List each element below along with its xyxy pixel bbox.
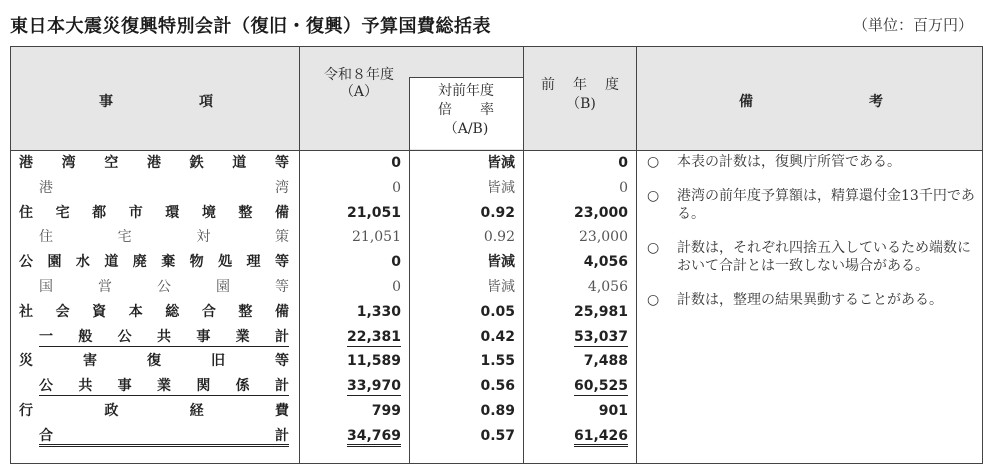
header-prev-mark: （B) [566, 96, 596, 112]
row-label: 港 湾 [39, 179, 289, 196]
remark-item [643, 291, 981, 309]
current-year-value: 0 [391, 155, 401, 171]
circle-bullet-icon: ○ [647, 240, 660, 256]
remark-item [643, 153, 981, 171]
remark-item [643, 239, 981, 275]
header-remarks-1: 備 [739, 94, 753, 110]
previous-year-value: 4,056 [587, 279, 628, 295]
table-row [11, 399, 982, 424]
previous-year-value: 61,426 [574, 428, 628, 447]
header-remarks-2: 考 [869, 94, 883, 110]
ratio-value: 0.05 [480, 303, 515, 320]
current-year-value: 21,051 [352, 229, 401, 246]
current-year-value: 1,330 [356, 303, 401, 320]
row-label: 住 宅 対 策 [39, 229, 289, 246]
header-current-year: 令和８年度 [324, 67, 394, 83]
row-label: 公 共 事 業 関 係 計 [39, 378, 289, 395]
header-prev-2: 年 [573, 77, 587, 93]
ratio-value: 0.57 [480, 427, 515, 444]
row-label: 合 計 [39, 428, 289, 447]
current-year-value: 22,381 [346, 328, 401, 345]
table-row [11, 325, 982, 350]
header-ratio-2: 倍 率 [438, 102, 494, 118]
ratio-value: 0.56 [480, 378, 515, 395]
header-item-2: 項 [199, 94, 213, 110]
circle-bullet-icon: ○ [647, 188, 660, 204]
ratio-value: 0.92 [480, 204, 515, 221]
previous-year-value: 60,525 [573, 378, 628, 395]
previous-year-value: 0 [619, 179, 628, 196]
ratio-value: 皆減 [487, 254, 515, 271]
current-year-value: 11,589 [346, 353, 401, 370]
row-label: 一 般 公 共 事 業 計 [39, 328, 289, 345]
header-current-mark: （A） [339, 84, 379, 100]
ratio-value: 皆減 [487, 155, 515, 171]
row-label: 港 湾 空 港 鉄 道 等 [19, 155, 289, 171]
header-ratio-3: （A/B) [443, 121, 489, 137]
previous-year-value: 23,000 [573, 204, 628, 221]
current-year-value: 799 [371, 403, 401, 419]
table-row [11, 349, 982, 374]
budget-table [10, 46, 983, 464]
previous-year-value: 0 [618, 155, 628, 171]
current-year-value: 0 [391, 254, 401, 271]
row-label: 行 政 経 費 [19, 403, 289, 419]
current-year-value: 34,769 [347, 428, 401, 447]
row-label: 国 営 公 園 等 [39, 279, 289, 295]
ratio-value: 皆減 [487, 279, 515, 295]
previous-year-value: 23,000 [579, 229, 628, 246]
header-prev-3: 度 [605, 77, 619, 93]
remark-text: 本表の計数は，復興庁所管である。 [677, 154, 901, 170]
remark-text: 計数は，それぞれ四捨五入しているため端数において合計とは一致しない場合がある。 [677, 240, 971, 274]
current-year-value: 33,970 [346, 378, 401, 395]
row-label: 公 園 水 道 廃 棄 物 処 理 等 [19, 254, 289, 271]
ratio-value: 皆減 [487, 179, 515, 196]
header-item-1: 事 [99, 94, 113, 110]
circle-bullet-icon: ○ [647, 154, 660, 170]
table-row [11, 374, 982, 399]
remark-item [643, 187, 981, 223]
ratio-value: 1.55 [480, 353, 515, 370]
current-year-value: 21,051 [346, 204, 401, 221]
ratio-value: 0.42 [480, 328, 515, 345]
remark-text: 港湾の前年度予算額は，精算還付金13千円である。 [677, 188, 975, 222]
previous-year-value: 4,056 [583, 254, 628, 271]
remark-text: 計数は，整理の結果異動することがある。 [677, 292, 943, 308]
remarks-list [643, 153, 981, 325]
header-ratio-1: 対前年度 [438, 83, 494, 99]
previous-year-value: 901 [598, 403, 628, 419]
row-label: 災 害 復 旧 等 [19, 353, 289, 370]
ratio-value: 0.92 [483, 229, 515, 246]
previous-year-value: 7,488 [583, 353, 628, 370]
circle-bullet-icon: ○ [647, 292, 660, 308]
row-label: 社 会 資 本 総 合 整 備 [19, 303, 289, 320]
page-title: 東日本大震災復興特別会計（復旧・復興）予算国費総括表 [10, 16, 491, 37]
current-year-value: 0 [392, 279, 401, 295]
previous-year-value: 53,037 [573, 328, 628, 345]
table-row [11, 424, 982, 449]
row-label: 住 宅 都 市 環 境 整 備 [19, 204, 289, 221]
header-prev-1: 前 [541, 77, 555, 93]
current-year-value: 0 [392, 179, 401, 196]
ratio-value: 0.89 [480, 403, 515, 419]
previous-year-value: 25,981 [573, 303, 628, 320]
unit-label: （単位：百万円） [852, 16, 973, 34]
